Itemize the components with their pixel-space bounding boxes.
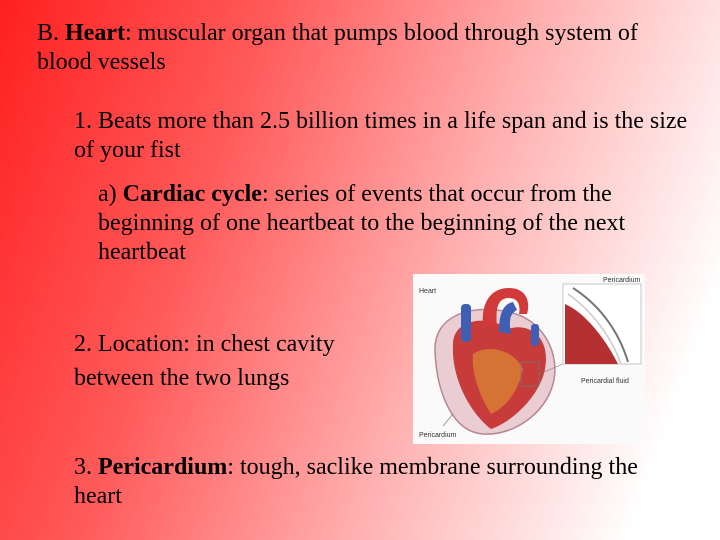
point-2-location [74,327,414,395]
heading-prefix: B. [37,20,66,46]
label-pericardium-top: Pericardium [603,277,641,284]
heart-diagram [413,274,645,444]
vena-cava-shape [461,304,471,342]
point-1a-cardiac-cycle [98,180,698,267]
point-1a-term: Cardiac cycle [122,181,262,207]
point-1a-prefix: a) [98,181,123,207]
label-pericardium-bottom: Pericardium [419,432,457,439]
point-3-definition: : tough, saclike membrane surrounding the heart [74,454,638,509]
point-2-line-2: between the two lungs [74,365,290,391]
right-vessel-shape [531,324,539,346]
point-2-line-1: 2. Location: in chest cavity [74,331,335,357]
point-3-prefix: 3. [74,454,98,480]
heart-pericardium-illustration [413,274,645,444]
pericardium-leader-line [443,414,453,426]
label-pericardial-fluid: Pericardial fluid [581,378,629,385]
heading-heart-definition [37,19,697,77]
point-1a-definition: : series of events that occur from the beginning of one heartbeat to the beginning of the next heartbeat [98,181,626,265]
point-3-term: Pericardium [98,454,228,480]
heading-definition: : muscular organ that pumps blood through system of blood vessels [37,20,638,75]
label-heart: Heart [419,288,437,295]
point-3-pericardium [74,453,674,511]
point-1-beats: 1. Beats more than 2.5 billion times in a life span and is the size of your fist [74,108,688,163]
heading-term: Heart [65,20,125,46]
